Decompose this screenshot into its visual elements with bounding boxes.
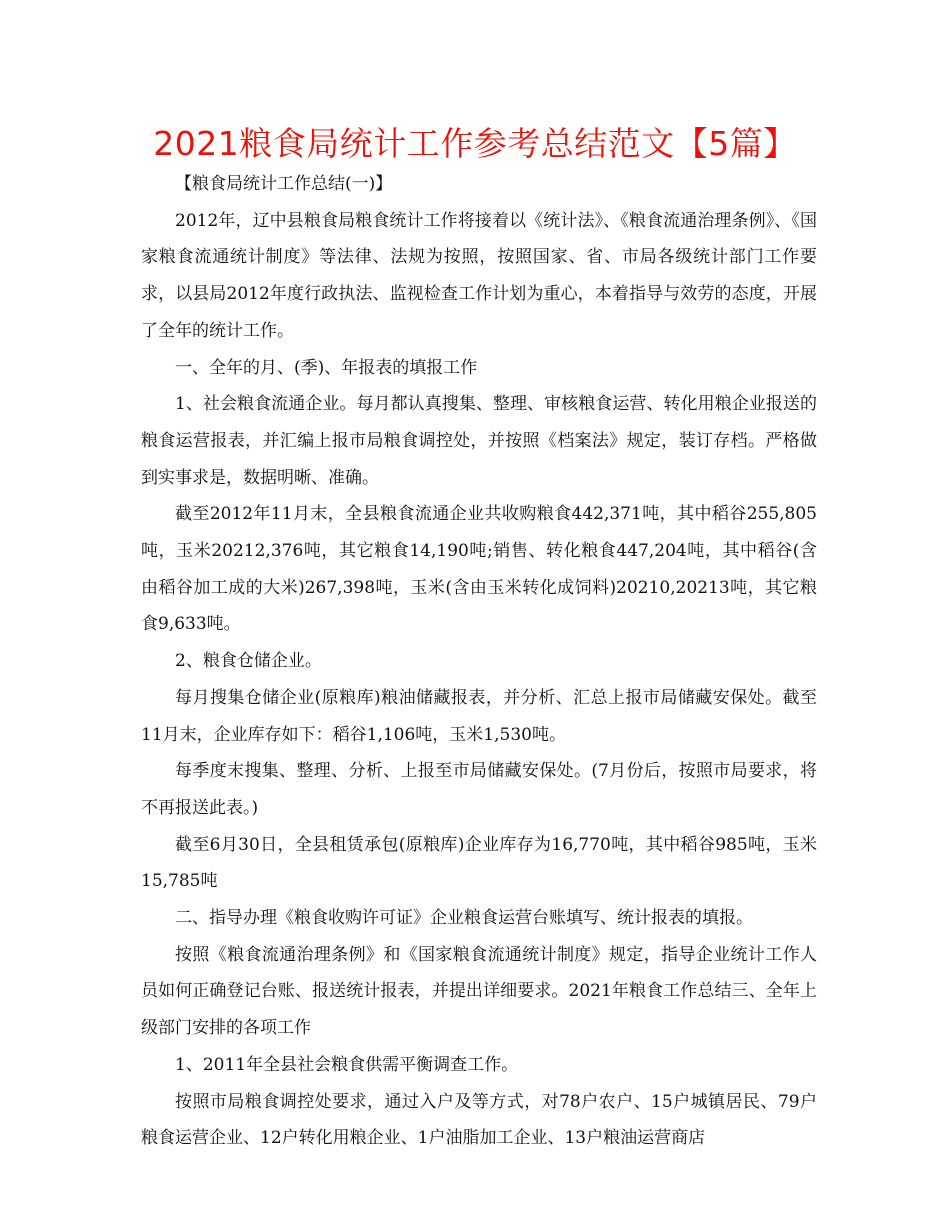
paragraph: 二、指导办理《粮食收购许可证》企业粮食运营台账填写、统计报表的填报。 bbox=[175, 908, 753, 929]
paragraph: 2、粮食仓储企业。 bbox=[175, 651, 322, 672]
paragraph: 截至2012年11月末，全县粮食流通企业共收购粮食442,371吨，其中稻谷255,805吨，玉米20212,376吨，其它粮食14,190吨;销售、转化粮食447,204吨，其中稻谷(含由稻谷加工成的大米)267,398吨，玉米(含由玉米转化成饲料)20210,20213吨，其它粮食9,633吨。 bbox=[141, 504, 817, 635]
paragraph: 2012年，辽中县粮食局粮食统计工作将接着以《统计法》、《粮食流通治理条例》、《国家粮食流通统计制度》等法律、法规为按照，按照国家、省、市局各级统计部门工作要求，以县局2012年度行政执法、监视检查工作计划为重心，本着指导与效劳的态度，开展了全年的统计工作。 bbox=[141, 210, 817, 341]
section-heading: 【粮食局统计工作总结(一)】 bbox=[175, 174, 393, 194]
document-title: 2021粮食局统计工作参考总结范文【5篇】 bbox=[153, 124, 797, 163]
paragraph: 截至6月30日，全县租赁承包(原粮库)企业库存为16,770吨，其中稻谷985吨，玉米15,785吨 bbox=[141, 834, 817, 892]
paragraph: 1、2011年全县社会粮食供需平衡调查工作。 bbox=[175, 1054, 519, 1075]
paragraph: 每季度末搜集、整理、分析、上报至市局储藏安保处。(7月份后，按照市局要求，将不再报送此表。) bbox=[141, 761, 817, 818]
paragraph: 每月搜集仓储企业(原粮库)粮油储藏报表，并分析、汇总上报市局储藏安保处。截至11月末，企业库存如下：稻谷1,106吨，玉米1,530吨。 bbox=[141, 687, 817, 745]
paragraph: 1、社会粮食流通企业。每月都认真搜集、整理、审核粮食运营、转化用粮企业报送的粮食运营报表，并汇编上报市局粮食调控处，并按照《档案法》规定，装订存档。严格做到实事求是，数据明晰、准确。 bbox=[141, 394, 817, 488]
paragraph: 一、全年的月、(季)、年报表的填报工作 bbox=[175, 357, 478, 378]
paragraph: 按照市局粮食调控处要求，通过入户及等方式，对78户农户、15户城镇居民、79户粮食运营企业、12户转化用粮企业、1户油脂加工企业、13户粮油运营商店 bbox=[141, 1091, 817, 1149]
paragraph: 按照《粮食流通治理条例》和《国家粮食流通统计制度》规定，指导企业统计工作人员如何正确登记台账、报送统计报表，并提出详细要求。2021年粮食工作总结三、全年上级部门安排的各项工作 bbox=[141, 944, 817, 1039]
document-body bbox=[141, 166, 817, 1157]
